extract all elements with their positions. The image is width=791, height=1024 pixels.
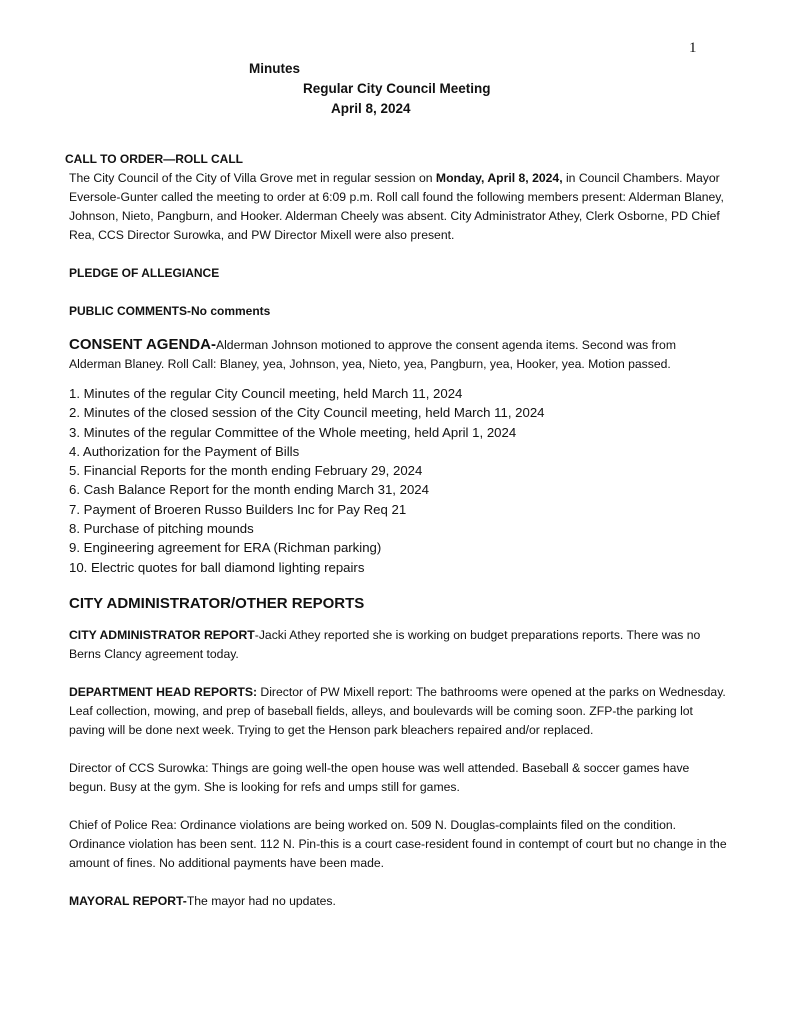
mayoral-report-heading: MAYORAL REPORT- [69,893,187,908]
admin-report-heading: CITY ADMINISTRATOR REPORT [69,627,255,642]
meeting-date-bold: Monday, April 8, 2024, [435,171,563,185]
agenda-item-list [69,384,729,577]
dept-reports-pw [69,683,729,740]
public-comments-heading: PUBLIC COMMENTS-No comments [69,304,271,318]
consent-agenda-text [69,335,729,374]
call-to-order-heading: CALL TO ORDER—ROLL CALL [65,152,243,166]
minutes-body [65,150,729,911]
ccs-report: Director of CCS Surowka: Things are going well-the open house was well attended. Baseball & soccer games have begun. Busy at the gym. She is looking for refs and umps still for games. [69,760,690,794]
list-item: 9. Engineering agreement for ERA (Richman parking) [69,540,382,556]
list-item: 8. Purchase of pitching mounds [69,521,254,537]
admin-report-text: -Jacki Athey reported she is working on budget preparations reports. There was no Berns Clancy agreement today. [69,627,701,661]
pledge-heading: PLEDGE OF ALLEGIANCE [69,266,220,280]
title-meeting: Regular City Council Meeting [303,81,491,96]
call-to-order-text-a: The City Council of the City of Villa Grove met in regular session on [69,171,436,185]
call-to-order-text-b: in Council Chambers. Mayor Eversole-Gunter called the meeting to order at 6:09 p.m. Roll call found the following members present: Alderman Blaney, Johnson, Nieto, Pangburn, and Hooker. Alderman Cheely was absent. City Administrator Athey, Clerk Osborne, PD Chief Rea, CCS Director Surowka, and PW Director Mixell were also present. [69,171,724,242]
mayoral-report [69,892,729,911]
dept-reports-heading: DEPARTMENT HEAD REPORTS: [69,684,258,699]
title-minutes: Minutes [249,61,301,76]
police-report: Chief of Police Rea: Ordinance violations are being worked on. 509 N. Douglas-complaints filed on the condition. Ordinance violation has been sent. 112 N. Pin-this is a court case-resident found in contempt of court but no change in the amount of fines. No additional payments have been made. [69,817,727,870]
mayoral-report-text: The mayor had no updates. [186,893,336,908]
pw-report-text: Director of PW Mixell report: The bathrooms were opened at the parks on Wednesday. Leaf collection, mowing, and prep of baseball fields, alleys, and boulevards will be coming soon. ZFP-the parking lot paving will be done next week. Trying to get the Henson park bleachers repaired and/or replaced. [69,684,726,737]
list-item: 6. Cash Balance Report for the month ending March 31, 2024 [69,482,429,498]
list-item: 5. Financial Reports for the month ending February 29, 2024 [69,463,423,479]
list-item: 1. Minutes of the regular City Council meeting, held March 11, 2024 [69,386,463,401]
consent-agenda-heading: CONSENT AGENDA- [69,336,216,353]
title-date: April 8, 2024 [331,101,411,116]
list-item: 2. Minutes of the closed session of the City Council meeting, held March 11, 2024 [69,405,545,421]
list-item: 7. Payment of Broeren Russo Builders Inc for Pay Req 21 [69,501,407,517]
consent-agenda-body: Alderman Johnson motioned to approve the consent agenda items. Second was from Alderman Blaney. Roll Call: Blaney, yea, Johnson, yea, Nieto, yea, Pangburn, yea, Hooker, yea. Motion passed. [69,338,676,371]
page-number: 1 [689,40,697,56]
list-item: 4. Authorization for the Payment of Bills [69,443,300,459]
list-item: 3. Minutes of the regular Committee of the Whole meeting, held April 1, 2024 [69,424,517,440]
admin-report [69,626,729,664]
reports-section-heading: CITY ADMINISTRATOR/OTHER REPORTS [69,594,365,612]
list-item: 10. Electric quotes for ball diamond lighting repairs [69,559,365,575]
call-to-order-text [69,169,729,245]
